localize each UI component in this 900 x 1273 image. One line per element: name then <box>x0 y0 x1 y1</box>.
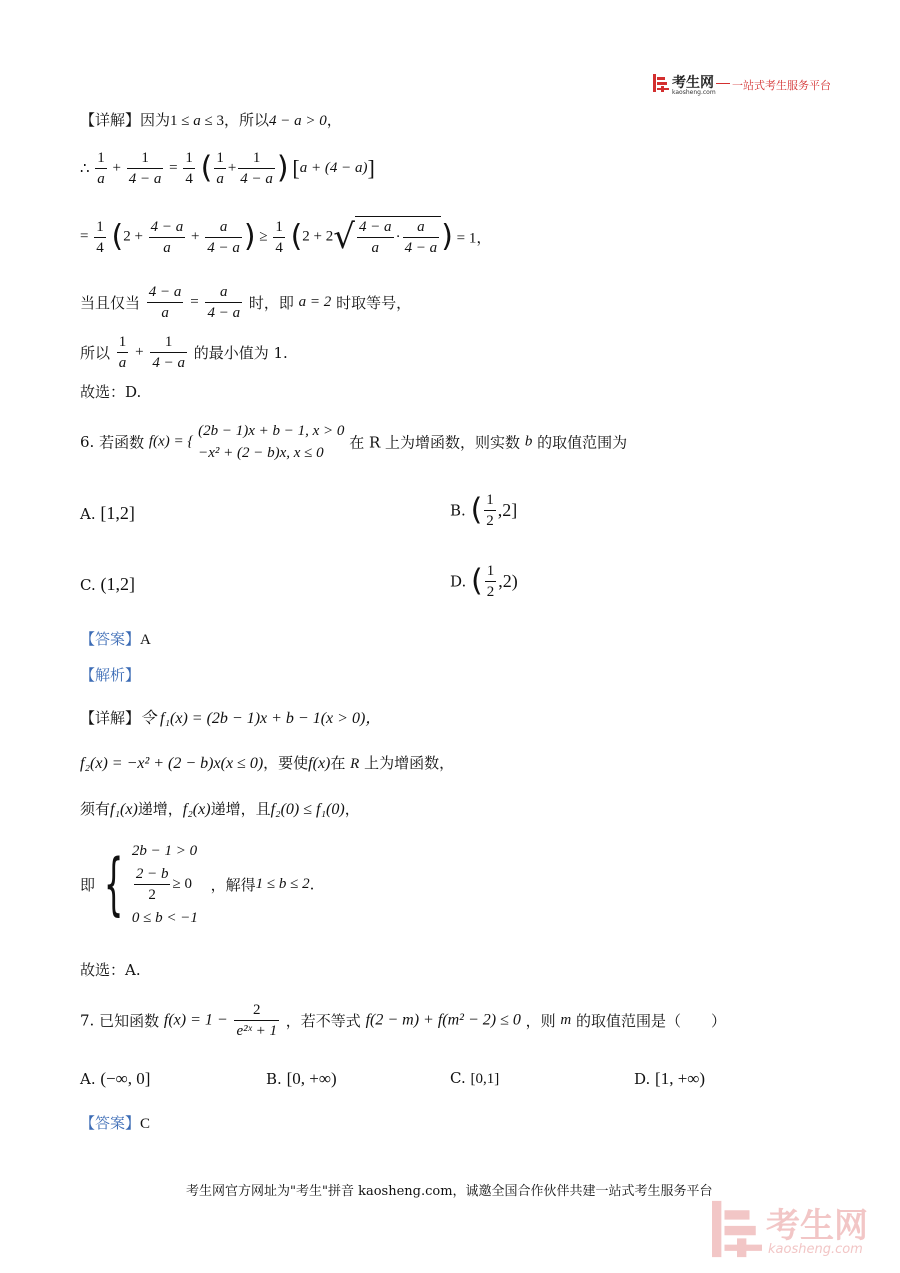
q5-equality-line: 当且仅当 $\frac{4 - a}{a}$ = $\frac{a}{4 - a}$ 时，即 a = 2 时取等号， <box>80 284 412 321</box>
q5-min-line: 所以 $\frac{1}{a}$ + $\frac{1}{4 - a}$ 的最小值为 1. <box>80 334 288 371</box>
q6-stem: 6. 若函数 f(x) = { (2b − 1)x + b − 1, x > 0 −x² + (2 − b)x, x ≤ 0 在 R 上为增函数，则实数 b 的取值范围为 <box>80 423 628 461</box>
q5-choose: 故选：D. <box>80 383 142 401</box>
watermark-text: 考生网 <box>766 1206 868 1246</box>
footer-text: 考生网官方网址为"考生"拼音 kaosheng.com，诚邀全国合作伙伴共建一站式考生服务平台 <box>186 1184 713 1199</box>
watermark-logo-icon <box>712 1200 762 1258</box>
header-slogan: 一站式考生服务平台 <box>732 79 831 92</box>
kaosheng-logo-icon <box>653 74 669 92</box>
q7-option-c[interactable]: C. [0,1] <box>450 1069 500 1087</box>
q6-option-a[interactable]: A. [1,2] <box>80 503 135 523</box>
q6-system: 即 { 2b − 1 > 0 $\frac{2 - b}{2}$ ≥ 0 0 ≤ b < −1 ，解得1 ≤ b ≤ 2. <box>80 843 315 926</box>
q6-detail-1: 【详解】令 f₁(x) = (2b − 1)x + b − 1(x > 0)， <box>80 709 382 727</box>
header-logo-domain: kaosheng.com <box>672 89 716 96</box>
q6-answer: 【答案】A <box>80 630 151 648</box>
q5-equation-1: ∴ $\frac{1}{a}$ + $\frac{1}{4 - a}$ = $\frac{1}{4}$ ( $\frac{1}{a}$ + $\frac{1}{4 - a}$ ) [a + (4 − a)] <box>80 150 375 187</box>
q7-answer: 【答案】C <box>80 1114 151 1132</box>
q7-stem: 7. 已知函数 f(x) = 1 − $\frac{2}{\text{e²ˣ + 1}}$ ，若不等式 f(2 − m) + f(m² − 2) ≤ 0 ，则 m 的取值范围是（ ） <box>80 1002 727 1039</box>
kaosheng-watermark <box>712 1198 882 1260</box>
q6-analysis-label: 【解析】 <box>80 666 141 684</box>
q6-option-b[interactable]: B. ( $\frac{1}{2}$ ,2] <box>450 492 518 529</box>
q6-detail-2: f₂(x) = −x² + (2 − b)x(x ≤ 0)，要使f(x)在 R 上为增函数， <box>80 754 455 772</box>
watermark-domain: kaosheng.com <box>768 1242 863 1257</box>
q5-detail-line: 【详解】因为1 ≤ a ≤ 3，所以4 − a > 0， <box>80 111 342 129</box>
detail-label: 【详解】 <box>80 111 141 129</box>
q7-option-b[interactable]: B. [0, +∞) <box>266 1069 337 1088</box>
q6-option-c[interactable]: C. (1,2] <box>80 574 135 594</box>
q6-detail-3: 须有f₁(x)递增，f₂(x)递增，且f₂(0) ≤ f₁(0)， <box>80 800 360 818</box>
header-logo-text: 考生网 <box>672 75 714 91</box>
q5-equation-2: = $\frac{1}{4}$ (2 + $\frac{4 - a}{a}$ + $\frac{a}{4 - a}$ ) ≥ $\frac{1}{4}$ (2 + 2√ $\frac{4 - a}{a}$ · $\frac{a}{4 - a}$ ) = 1， <box>80 217 492 257</box>
q6-option-d[interactable]: D. ( $\frac{1}{2}$ ,2) <box>450 563 518 600</box>
q6-choose: 故选：A. <box>80 961 141 979</box>
q7-option-a[interactable]: A. (−∞, 0] <box>80 1069 151 1088</box>
q7-option-d[interactable]: D. [1, +∞) <box>634 1069 706 1088</box>
